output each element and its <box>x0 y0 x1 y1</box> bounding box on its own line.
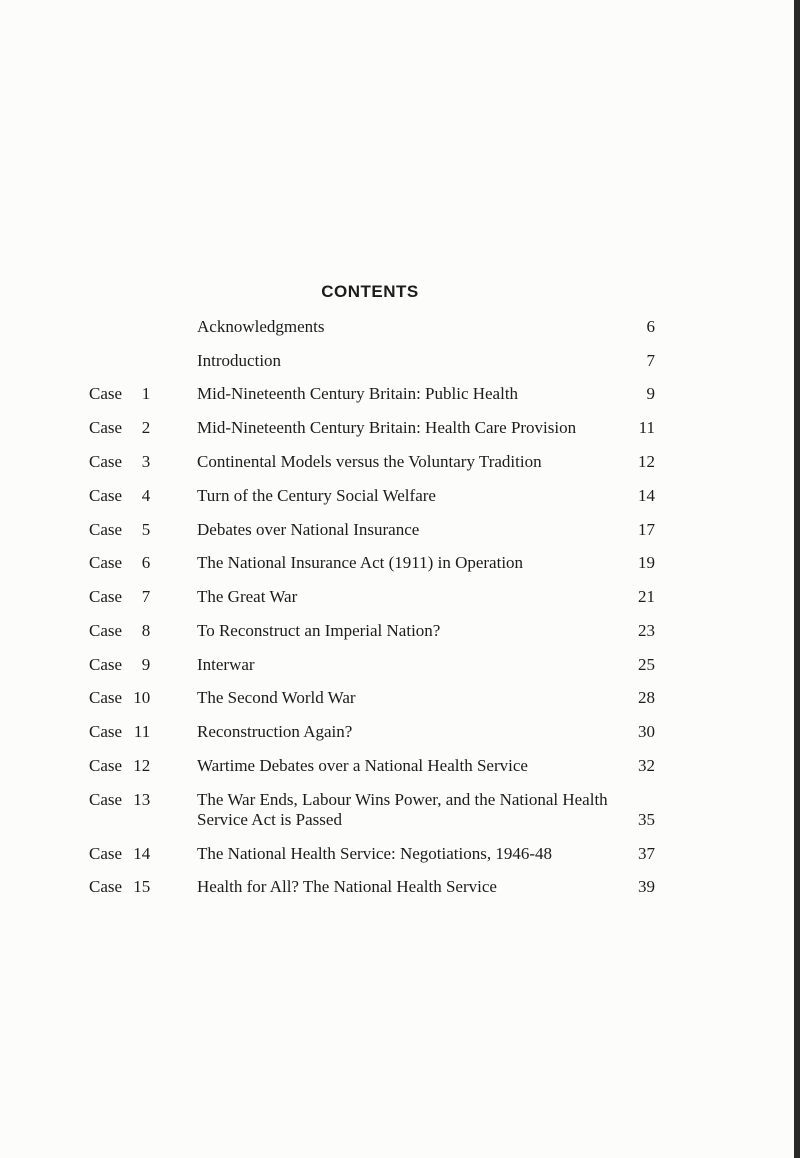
toc-page-number: 19 <box>638 553 655 572</box>
toc-entry-title: The War Ends, Labour Wins Power, and the National Health Service Act is Passed <box>197 790 608 829</box>
toc-page-number: 17 <box>638 520 655 539</box>
toc-entry-title: Turn of the Century Social Welfare <box>197 486 436 505</box>
case-label: Case 1 <box>89 384 151 403</box>
toc-entry-title: Reconstruction Again? <box>197 722 353 741</box>
page-edge-shadow <box>794 0 800 1158</box>
toc-entry-title: Acknowledgments <box>197 317 325 336</box>
toc-entry-title: Mid-Nineteenth Century Britain: Health Care Provision <box>197 418 577 437</box>
toc-entry-title: Debates over National Insurance <box>197 520 420 539</box>
case-label: Case 7 <box>89 587 151 606</box>
toc-page-number: 28 <box>638 688 655 707</box>
toc-page-number: 21 <box>638 587 655 606</box>
toc-entry-title: The Second World War <box>197 688 356 707</box>
toc-entry-title: The National Health Service: Negotiations, 1946-48 <box>197 844 553 863</box>
case-label: Case 2 <box>89 418 151 437</box>
case-label: Case 3 <box>89 452 151 471</box>
toc-page-number: 39 <box>638 877 655 896</box>
toc-entry-title: To Reconstruct an Imperial Nation? <box>197 621 441 640</box>
case-number: 11 <box>133 722 151 741</box>
toc-entry-title: Interwar <box>197 655 255 674</box>
toc-page-number: 7 <box>646 351 655 370</box>
toc-page-number: 32 <box>638 756 655 775</box>
toc-page-number: 12 <box>638 452 655 471</box>
toc-page-number: 25 <box>638 655 655 674</box>
toc-entry-title: The National Insurance Act (1911) in Operation <box>197 553 524 572</box>
case-label: Case 13 <box>89 790 151 809</box>
case-number: 1 <box>141 384 151 403</box>
toc-page-number: 23 <box>638 621 655 640</box>
case-label: Case 14 <box>89 844 151 863</box>
case-number: 4 <box>141 486 151 505</box>
case-number: 3 <box>141 452 151 471</box>
toc-page-number: 6 <box>646 317 655 336</box>
toc-page-number: 35 <box>638 810 655 829</box>
case-label: Case 5 <box>89 520 151 539</box>
case-number: 15 <box>133 877 151 896</box>
case-number: 7 <box>141 587 151 606</box>
case-label: Case 4 <box>89 486 151 505</box>
case-label: Case 8 <box>89 621 151 640</box>
case-number: 13 <box>133 790 151 809</box>
case-label: Case 11 <box>89 722 151 741</box>
toc-entry-title: Introduction <box>197 351 282 370</box>
toc-page-number: 11 <box>638 418 655 437</box>
case-number: 8 <box>141 621 151 640</box>
toc-page-number: 14 <box>638 486 655 505</box>
case-number: 12 <box>133 756 151 775</box>
toc-entry-title: The Great War <box>197 587 298 606</box>
case-number: 2 <box>141 418 151 437</box>
case-label: Case 12 <box>89 756 151 775</box>
toc-entry-title: Wartime Debates over a National Health Service <box>197 756 528 775</box>
contents-heading: CONTENTS <box>321 282 419 301</box>
toc-entry-title: Continental Models versus the Voluntary Tradition <box>197 452 542 471</box>
case-number: 14 <box>133 844 151 863</box>
toc-page-number: 9 <box>646 384 655 403</box>
case-label: Case 9 <box>89 655 151 674</box>
toc-page-number: 37 <box>638 844 655 863</box>
case-number: 5 <box>141 520 151 539</box>
toc-page-number: 30 <box>638 722 655 741</box>
toc-entry-title: Health for All? The National Health Service <box>197 877 497 896</box>
case-number: 10 <box>133 688 151 707</box>
case-number: 9 <box>141 655 151 674</box>
toc-entry-title: Mid-Nineteenth Century Britain: Public Health <box>197 384 519 403</box>
case-label: Case 6 <box>89 553 151 572</box>
case-label: Case 15 <box>89 877 151 896</box>
case-number: 6 <box>141 553 151 572</box>
case-label: Case 10 <box>89 688 151 707</box>
